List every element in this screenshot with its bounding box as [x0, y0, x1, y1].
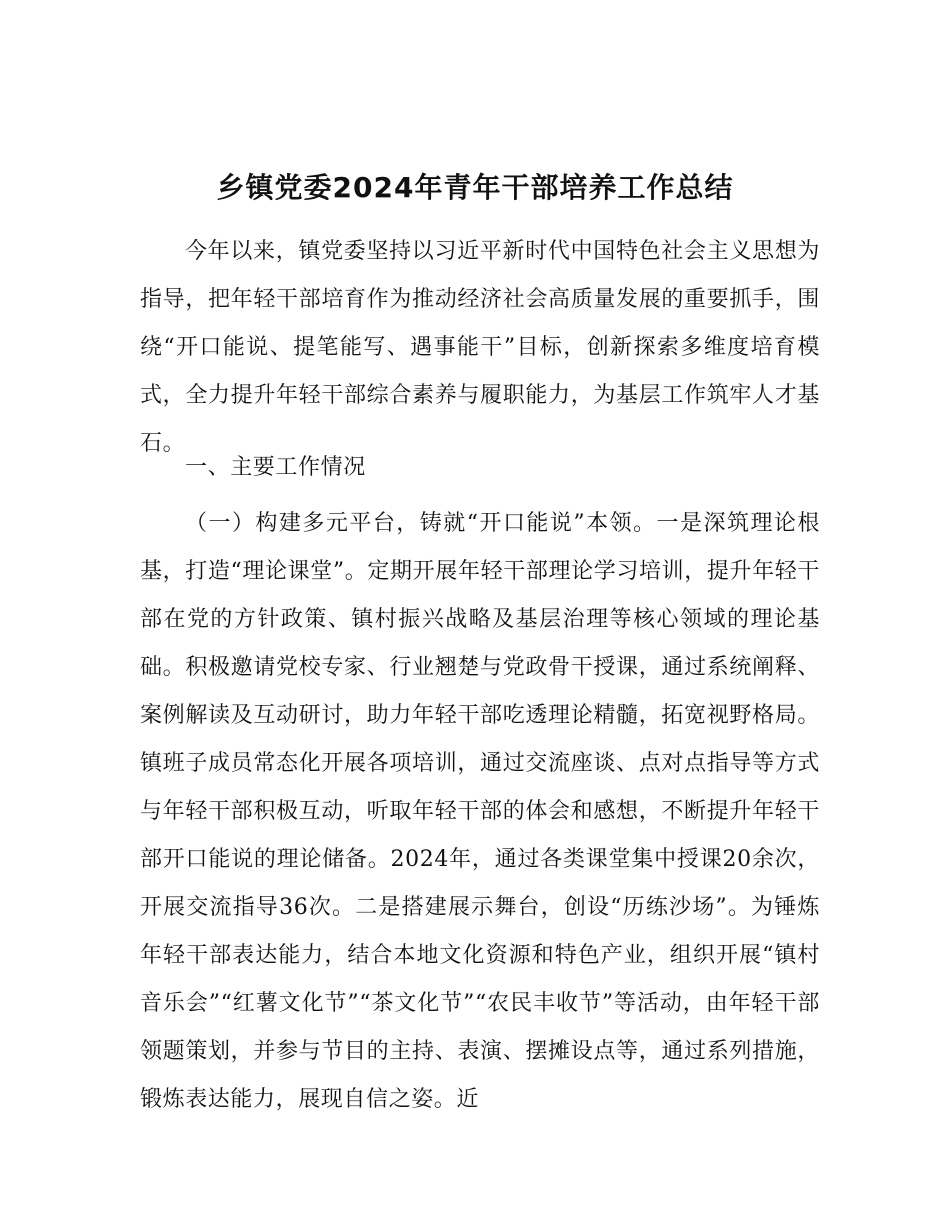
section-heading: 一、主要工作情况 [185, 455, 366, 480]
document-title: 乡镇党委2024年青年干部培养工作总结 [216, 171, 734, 204]
section-paragraph: （一）构建多元平台，铸就“开口能说”本领。一是深筑理论根基，打造“理论课堂”。定期开展年轻干部理论学习培训，提升年轻干部在党的方针政策、镇村振兴战略及基层治理等核心领域的理论基础。积极邀请党校专家、行业翘楚与党政骨干授课，通过系统阐释、案例解读及互动研讨，助力年轻干部吃透理论精髓，拓宽视野格局。镇班子成员常态化开展各项培训，通过交流座谈、点对点指导等方式与年轻干部积极互动，听取年轻干部的体会和感想，不断提升年轻干部开口能说的理论储备。2024年，通过各类课堂集中授课20余次，开展交流指导36次。二是搭建展示舞台，创设“历练沙场”。为锤炼年轻干部表达能力，结合本地文化资源和特色产业，组织开展“镇村音乐会”“红薯文化节”“茶文化节”“农民丰收节”等活动，由年轻干部领题策划，并参与节目的主持、表演、摆摊设点等，通过系列措施，锻炼表达能力，展现自信之姿。近 [140, 511, 820, 1112]
intro-paragraph: 今年以来，镇党委坚持以习近平新时代中国特色社会主义思想为指导，把年轻干部培育作为推动经济社会高质量发展的重要抓手，围绕“开口能说、提笔能写、遇事能干”目标，创新探索多维度培育模式，全力提升年轻干部综合素养与履职能力，为基层工作筑牢人才基石。 [140, 239, 820, 456]
